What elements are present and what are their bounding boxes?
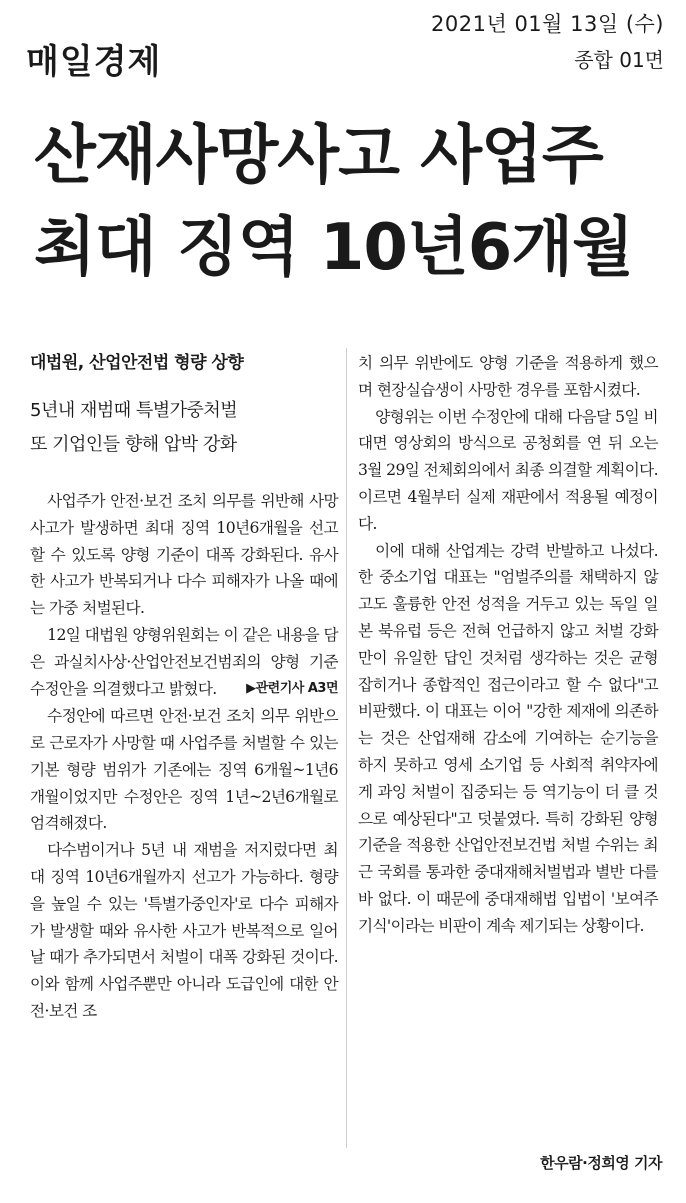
body-paragraph: 사업주가 안전·보건 조치 의무를 위반해 사망사고가 발생하면 최대 징역 10년6개월을 선고할 수 있도록 양형 기준이 대폭 강화된다. 유사한 사고가 반복되거나 다수 피해자가 나올 때에는 가중 처벌된다. [30, 492, 338, 618]
subhead-secondary [30, 394, 338, 462]
body-paragraph: 12일 대법원 양형위원회는 이 같은 내용을 담은 과실치사상·산업안전보건범죄의 양형 기준 수정안을 의결했다고 밝혔다. [30, 625, 338, 698]
body-paragraph: 이에 대해 산업계는 강력 반발하고 나섰다. 한 중소기업 대표는 "엄벌주의를 채택하지 않고도 훌륭한 안전 성적을 거두고 있는 독일 일본 북유럽 등은 전혀 언급하지 않고 처벌 강화만이 유일한 답인 것처럼 생각하는 것은 균형 잡히거나 종합적인 접근이라고 할 수 없다"고 비판했다. 이 대표는 이어 "강한 제재에 의존하는 것은 산업재해 감소에 기여하는 순기능을 하지 못하고 영세 소기업 등 사회적 취약자에게 과잉 처벌이 집중되는 등 역기능이 더 클 것으로 예상된다"고 덧붙였다. 특히 강화된 양형 기준을 적용한 산업안전보건법 처벌 수위는 최근 국회를 통과한 중대재해처벌법과 별반 다를 바 없다. 이 때문에 중대재해법 입법이 '보여주기식'이라는 비판이 계속 제기되는 상황이다. [358, 541, 658, 935]
body-paragraph: 치 의무 위반에도 양형 기준을 적용하게 했으며 현장실습생이 사망한 경우를 포함시켰다. [358, 354, 658, 399]
subhead-secondary-line-2: 또 기업인들 향해 압박 강화 [30, 434, 237, 455]
body-paragraph: 수정안에 따르면 안전·보건 조치 의무 위반으로 근로자가 사망할 때 사업주를 처벌할 수 있는 기본 형량 범위가 기존에는 징역 6개월~1년6개월이었지만 수정안은 징역 1년~2년6개월로 엄격해졌다. [30, 707, 338, 833]
body-paragraph: 다수범이거나 5년 내 재범을 저지렀다면 최대 징역 10년6개월까지 선고가 가능하다. 형량을 높일 수 있는 '특별가중인자'로 다수 피해자가 발생할 때와 유사한 사고가 반복적으로 일어날 때가 추가되면서 처벌이 대폭 강화된 것이다. 이와 함께 사업주뿐만 아니라 도급인에 대한 안전·보건 조 [30, 841, 338, 1020]
article-column-left [30, 352, 338, 1025]
column-divider [346, 348, 347, 1148]
section-page: 종합 01면 [574, 48, 664, 72]
subhead-secondary-line-1: 5년내 재범때 특별가중처벌 [30, 400, 238, 421]
body-paragraph: 양형위는 이번 수정안에 대해 다음달 5일 비대면 영상회의 방식으로 공청회를 연 뒤 오는 3월 29일 전체회의에서 최종 의결할 계획이다. 이르면 4월부터 실제 재판에서 적용될 예정이다. [358, 407, 658, 533]
related-article-link[interactable]: ▶관련기사 A3면 [246, 681, 338, 697]
subhead-primary: 대법원, 산업안전법 형량 상향 [30, 353, 244, 373]
article-column-right [358, 350, 658, 940]
byline: 한우람·정희영 기자 [540, 1154, 662, 1172]
publication-date: 2021년 01월 13일 (수) [431, 12, 664, 36]
headline-line-2: 최대 징역 10년6개월 [34, 211, 633, 285]
paper-name: 매일경제 [26, 42, 162, 82]
headline-line-1: 산재사망사고 사업주 [34, 119, 603, 193]
